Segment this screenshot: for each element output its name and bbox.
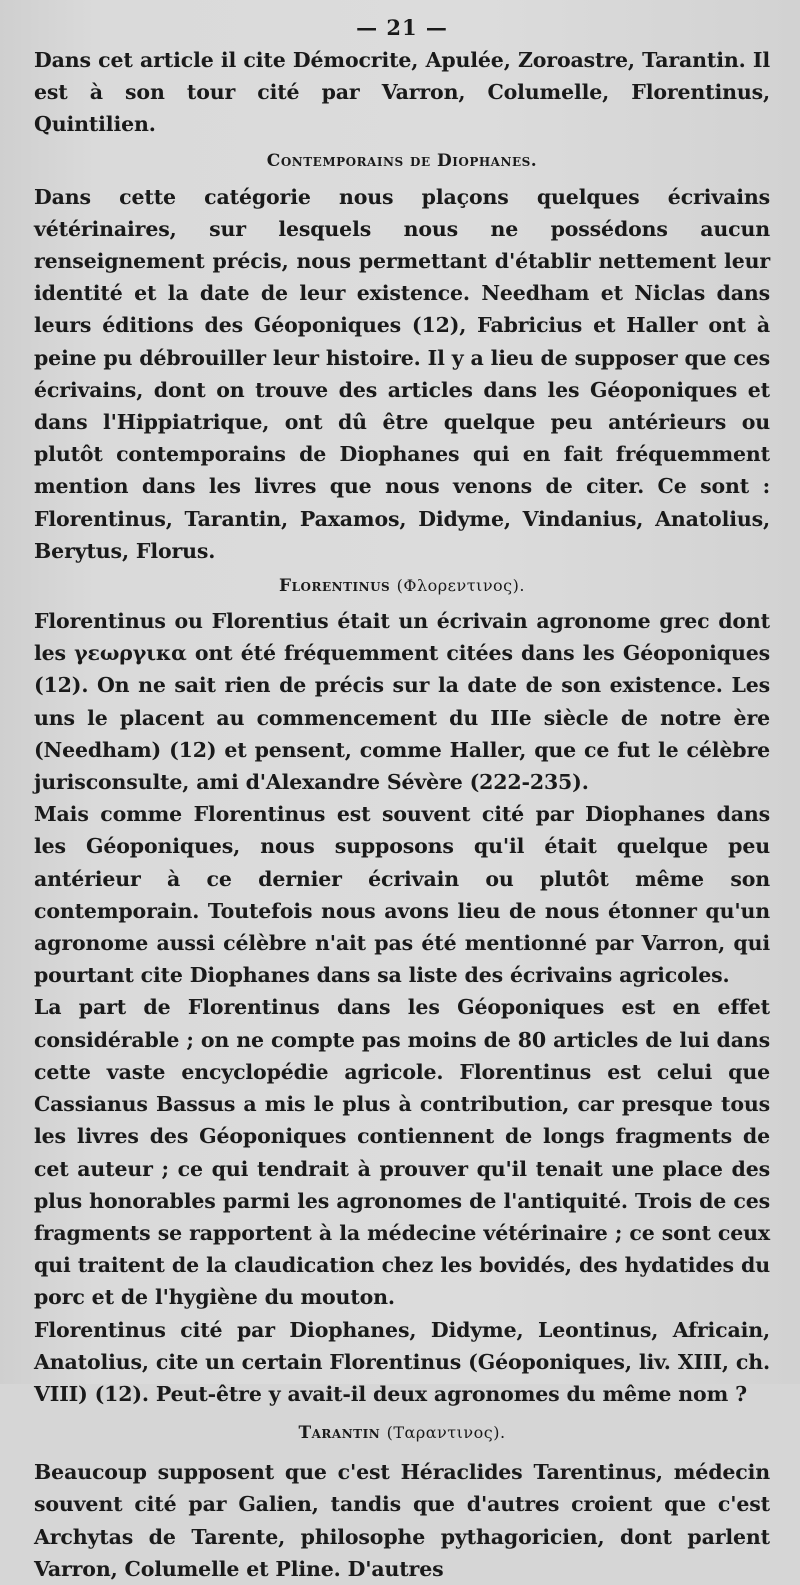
heading-name: Tarantin xyxy=(298,1423,381,1444)
paragraph-contemporains: Dans cette catégorie nous plaçons quelques écrivains vétérinaires, sur lesquels nous ne possédons aucun renseignement précis, nous permettant d'établir nettement leur identité et la date de leur existence. Needham et Niclas dans leurs éditions des Géoponiques (12), Fabricius et Haller ont à peine pu débrouiller leur histoire. Il y a lieu de supposer que ces écrivains, dont on trouve des articles dans les Géoponiques et dans l'Hippiatrique, ont dû être quelque peu antérieurs ou plutôt contemporains de Diophanes qui en fait fréquemment mention dans les livres que nous venons de citer. Ce sont : Florentinus, Tarantin, Paxamos, Didyme, Vindanius, Anatolius, Berytus, Florus. xyxy=(34,184,770,563)
paragraph-florentinus-3: La part de Florentinus dans les Géoponiques est en effet considérable ; on ne compte pas moins de 80 articles de lui dans cette vaste encyclopédie agricole. Florentinus est celui que Cassianus Bassus a mis le plus à contribution, car presque tous les livres des Géoponiques contiennent de longs fragments de cet auteur ; ce qui tendrait à prouver qu'il tenait une place des plus honorables parmi les agronomes de l'antiquité. Trois de ces fragments se rapportent à la médecine vétérinaire ; ce sont ceux qui traitent de la claudication chez les bovidés, des hydatides du porc et de l'hygiène du mouton. xyxy=(34,995,770,1310)
heading-greek: (Φλορεντινος). xyxy=(396,576,525,596)
paragraph-florentinus-1: Florentinus ou Florentius était un écrivain agronome grec dont les γεωργικα ont été fréquemment citées dans les Géoponiques (12). On ne sait rien de précis sur la date de son existence. Les uns le placent au commencement du IIIe siècle de notre ère (Needham) (12) et pensent, comme Haller, que ce fut le célèbre jurisconsulte, ami d'Alexandre Sévère (222-235). xyxy=(34,609,770,795)
paragraph-intro: Dans cet article il cite Démocrite, Apulée, Zoroastre, Tarantin. Il est à son tour cité par Varron, Columelle, Florentinus, Quintilien. xyxy=(34,48,770,137)
section-heading-contemporains: Contemporains de Diophanes. xyxy=(266,150,538,171)
paragraph-florentinus-2: Mais comme Florentinus est souvent cité par Diophanes dans les Géoponiques, nous supposons qu'il était quelque peu antérieur à ce dernier écrivain ou plutôt même son contemporain. Toutefois nous avons lieu de nous étonner qu'un agronome aussi célèbre n'ait pas été mentionné par Varron, qui pourtant cite Diophanes dans sa liste des écrivains agricoles. xyxy=(34,802,770,988)
section-heading-florentinus xyxy=(34,567,770,605)
paragraph-tarantin: Beaucoup supposent que c'est Héraclides Tarentinus, médecin souvent cité par Galien, tandis que d'autres croient que c'est Archytas de Tarente, philosophe pythagoricien, dont parlent Varron, Columelle et Pline. D'autres xyxy=(34,1460,770,1581)
paragraph-florentinus-4: Florentinus cité par Diophanes, Didyme, Leontinus, Africain, Anatolius, cite un certain Florentinus (Géoponiques, liv. XIII, ch. VIII) (12). Peut-être y avait-il deux agronomes du même nom ? xyxy=(34,1317,770,1406)
heading-name: Florentinus xyxy=(279,576,391,597)
section-heading-tarantin xyxy=(34,1410,770,1456)
page-number: — 21 — xyxy=(356,15,448,40)
heading-greek: (Ταραντινος). xyxy=(386,1423,506,1443)
